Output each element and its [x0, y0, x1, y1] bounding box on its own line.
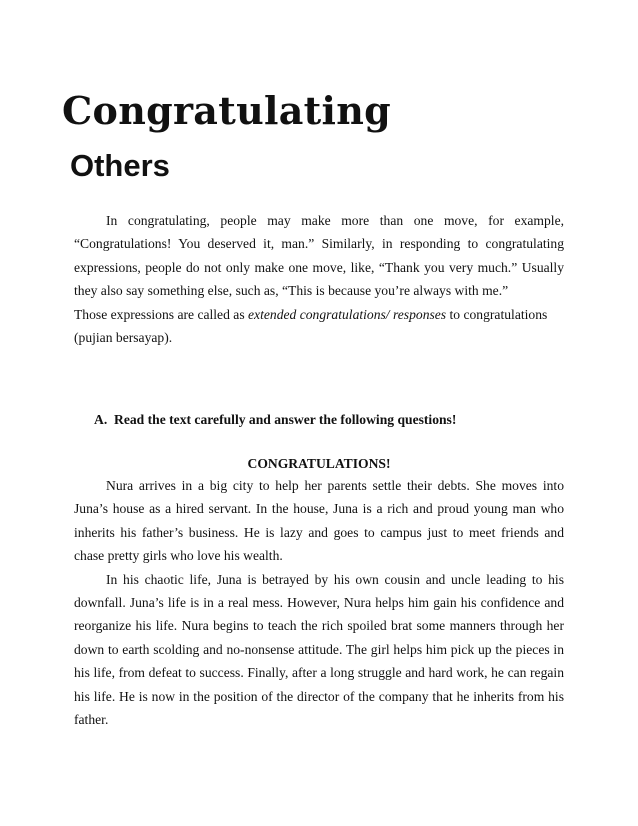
story-paragraph-2: In his chaotic life, Juna is betrayed by his own cousin and uncle leading to his downfall. Juna’s life is in a real mess. However, Nura helps him gain his confidence and reorganize his life. Nura begins to teach the rich spoiled brat some manners through her down to earth scolding and no-nonsense attitude. The girl helps him pick up the pieces in his life, from defeat to success. Finally, after a long struggle and hard work, he can regain his life. He is now in the position of the director of the company that he inherits from his father. [74, 571, 564, 728]
instruction-item [94, 408, 456, 431]
intro-paragraph-2-after: to congratulations (pujian bersayap). [74, 306, 548, 346]
heading-line-1: Congratulating [62, 88, 392, 133]
instruction-text: Read the text carefully and answer the following questions! [114, 412, 457, 427]
story-section [74, 474, 564, 731]
heading-line-2: Others [70, 148, 170, 183]
intro-paragraph-2-italic: extended congratulations/ responses [248, 306, 447, 322]
intro-paragraph-2-before: Those expressions are called as [74, 306, 249, 322]
instruction-marker: A. [94, 412, 108, 427]
story-paragraph-1: Nura arrives in a big city to help her parents settle their debts. She moves into Juna’s house as a hired servant. In the house, Juna is a rich and proud young man who inherits his father’s business. He is lazy and goes to campus just to meet friends and chase pretty girls who love his wealth. [74, 478, 564, 564]
intro-paragraph-1: In congratulating, people may make more than one move, for example, “Congratulations! You deserved it, man.” Similarly, in responding to congratulating expressions, people do not only make one move, like, “Thank you very much.” Usually they also say something else, such as, “This is because you’re always with me.” [74, 213, 564, 299]
intro-section [74, 209, 564, 349]
story-title: CONGRATULATIONS! [247, 456, 391, 471]
intro-paragraph-2 [74, 303, 564, 350]
